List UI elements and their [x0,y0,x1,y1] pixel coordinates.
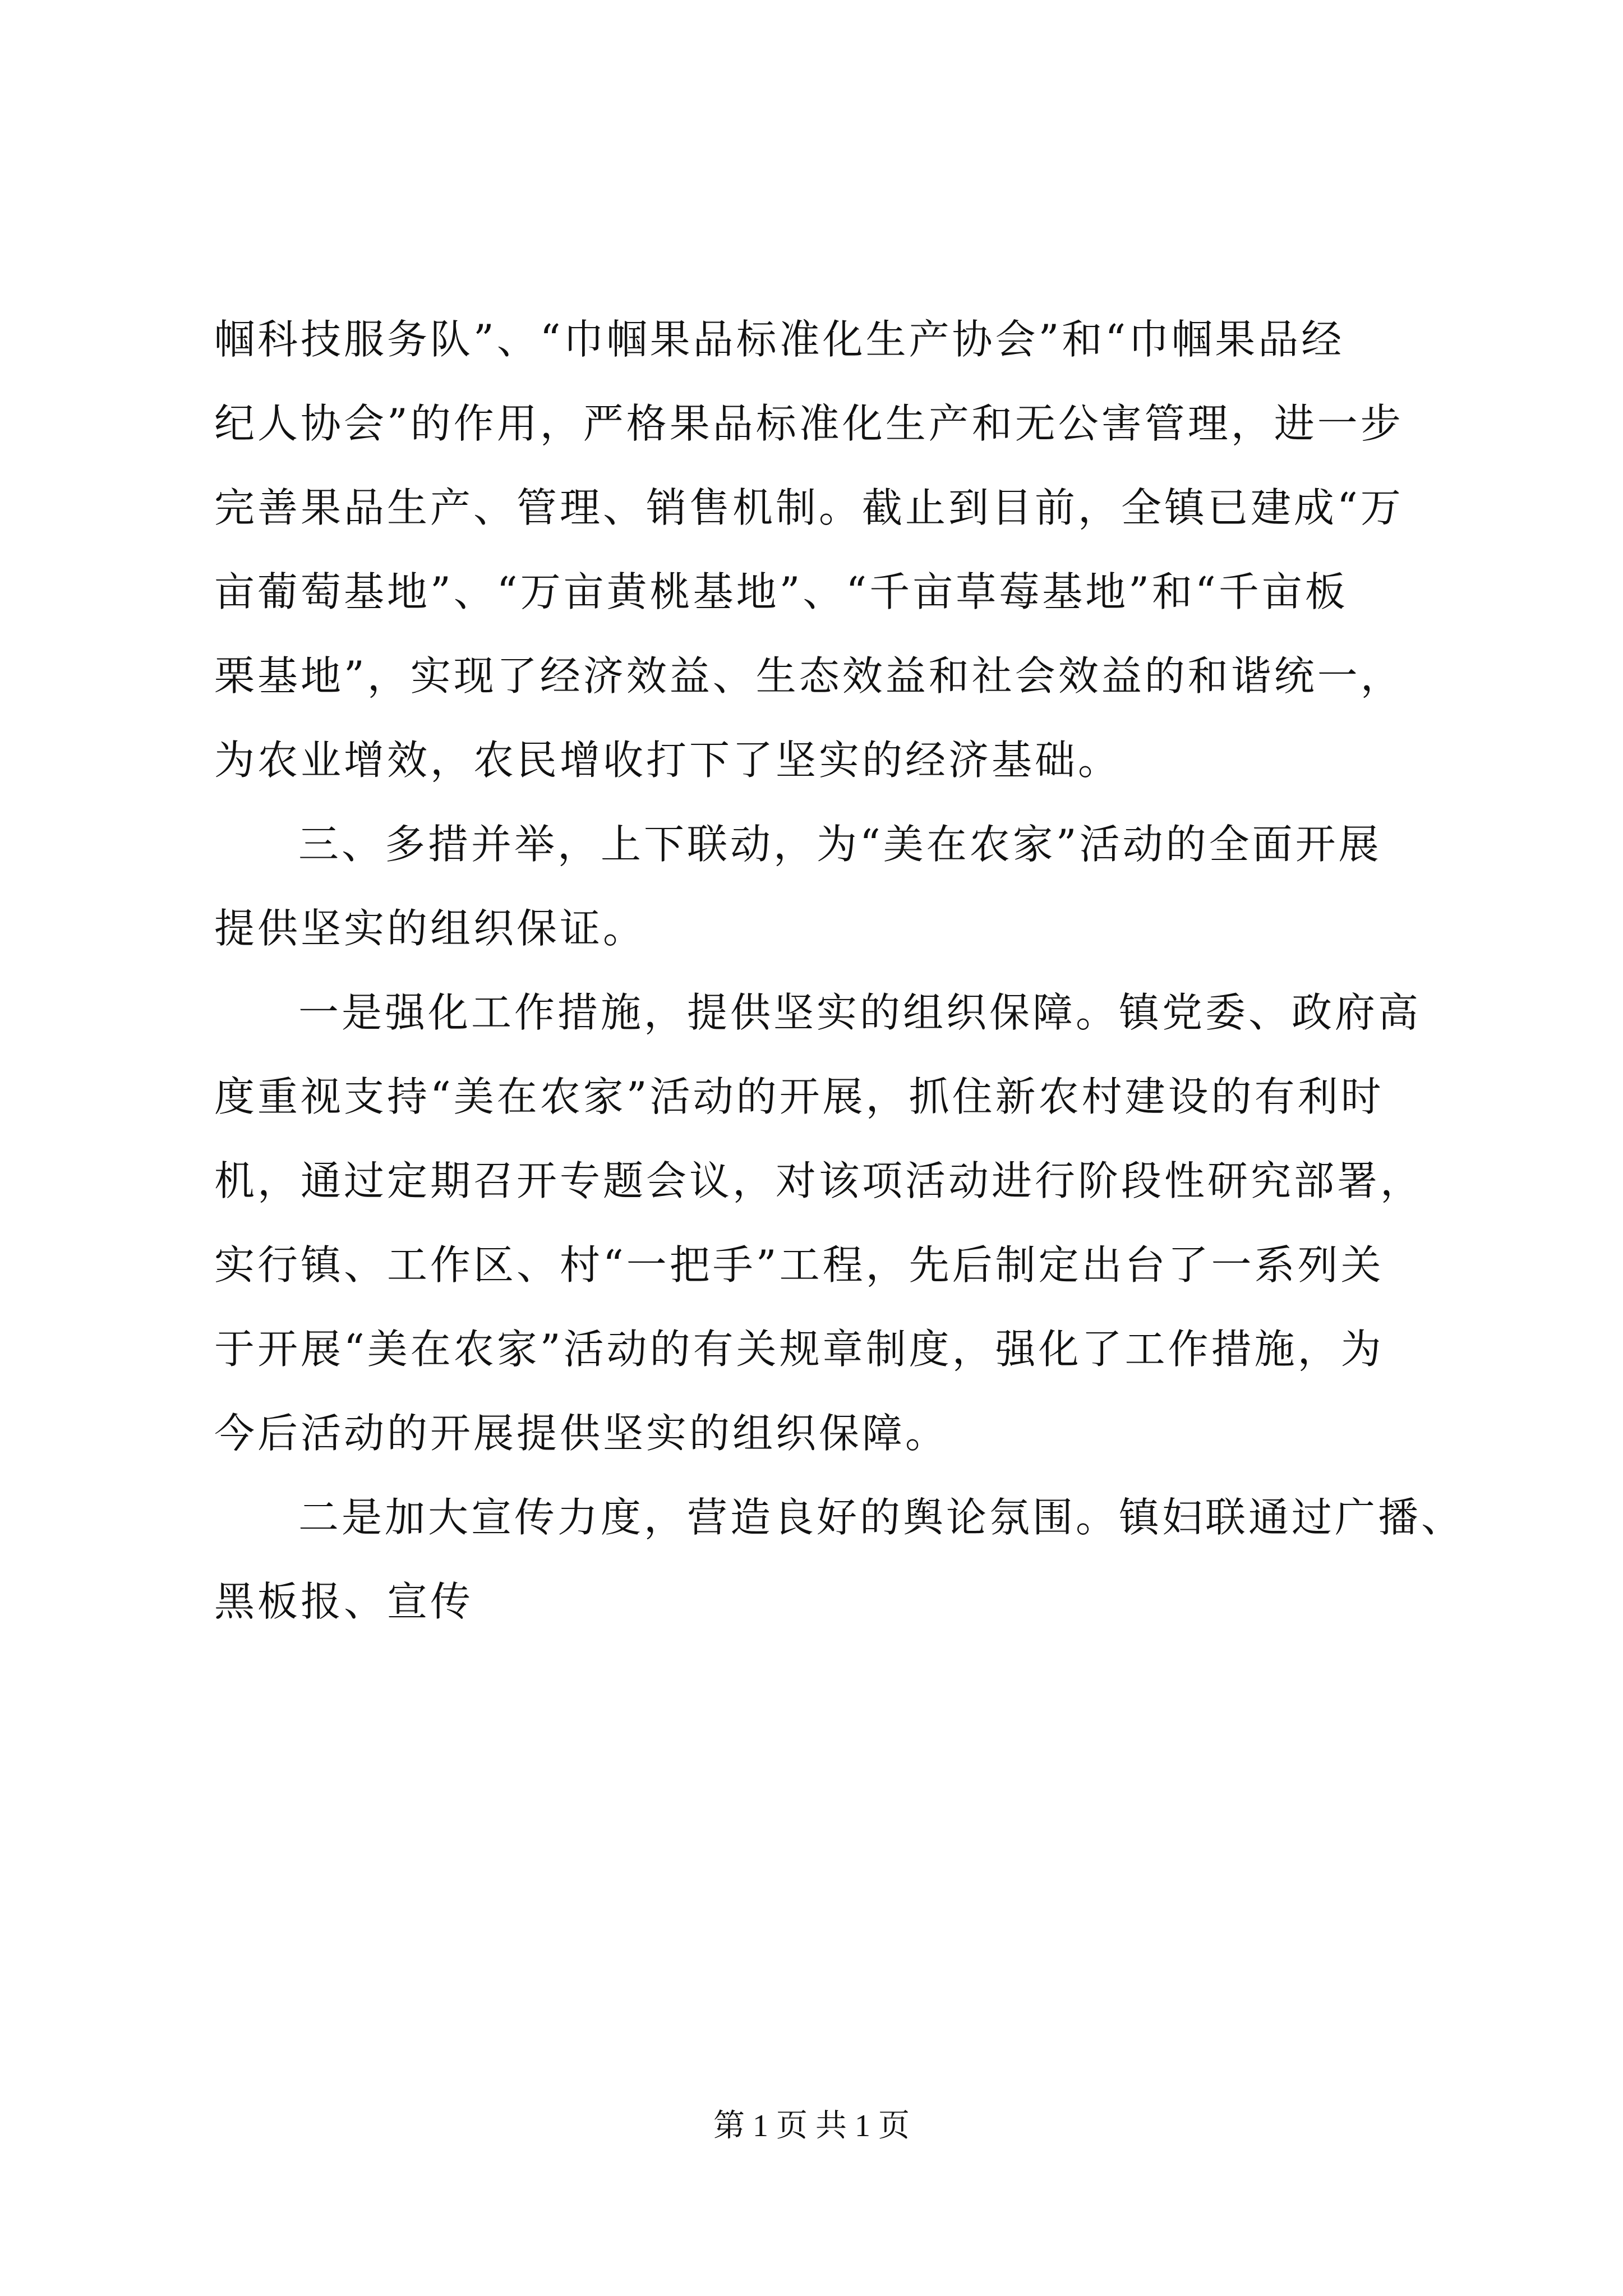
paragraph-4-line-2: 黑板报、宣传 [214,1578,474,1625]
paragraph-4 [214,1475,1465,1644]
paragraph-3-line-5: 于开展“美在农家”活动的有关规章制度，强化了工作措施，为 [214,1326,1384,1373]
paragraph-3-line-1: 一是强化工作措施，提供坚实的组织保障。镇党委、政府高 [298,989,1422,1036]
paragraph-3-line-6: 今后活动的开展提供坚实的组织保障。 [214,1410,949,1457]
paragraph-4-line-1: 二是加大宣传力度，营造良好的舆论氛围。镇妇联通过广播、 [298,1494,1465,1541]
paragraph-1-line-5: 栗基地”，实现了经济效益、生态效益和社会效益的和谐统一， [214,652,1404,700]
paragraph-1-line-3: 完善果品生产、管理、销售机制。截止到目前，全镇已建成“万 [214,484,1404,531]
paragraph-3-line-4: 实行镇、工作区、村“一把手”工程，先后制定出台了一系列关 [214,1241,1384,1289]
page-footer [0,2101,1623,2146]
paragraph-1-line-2: 纪人协会”的作用，严格果品标准化生产和无公害管理，进一步 [214,400,1404,447]
paragraph-3 [214,970,1426,1475]
paragraph-2 [214,802,1426,970]
document-body [214,297,1465,1644]
paragraph-3-line-3: 机，通过定期召开专题会议，对该项活动进行阶段性研究部署， [214,1157,1424,1204]
paragraph-1 [214,297,1426,802]
paragraph-3-line-2: 度重视支持“美在农家”活动的开展，抓住新农村建设的有利时 [214,1073,1384,1120]
paragraph-1-line-6: 为农业增效，农民增收打下了坚实的经济基础。 [214,737,1122,784]
paragraph-2-line-2: 提供坚实的组织保证。 [214,905,647,952]
paragraph-1-line-1: 帼科技服务队”、“巾帼果品标准化生产协会”和“巾帼果品经 [214,316,1345,363]
page-indicator: 第 1 页 共 1 页 [713,2109,910,2143]
paragraph-2-line-1: 三、多措并举，上下联动，为“美在农家”活动的全面开展 [298,821,1382,868]
paragraph-1-line-4: 亩葡萄基地”、“万亩黄桃基地”、“千亩草莓基地”和“千亩板 [214,568,1348,615]
